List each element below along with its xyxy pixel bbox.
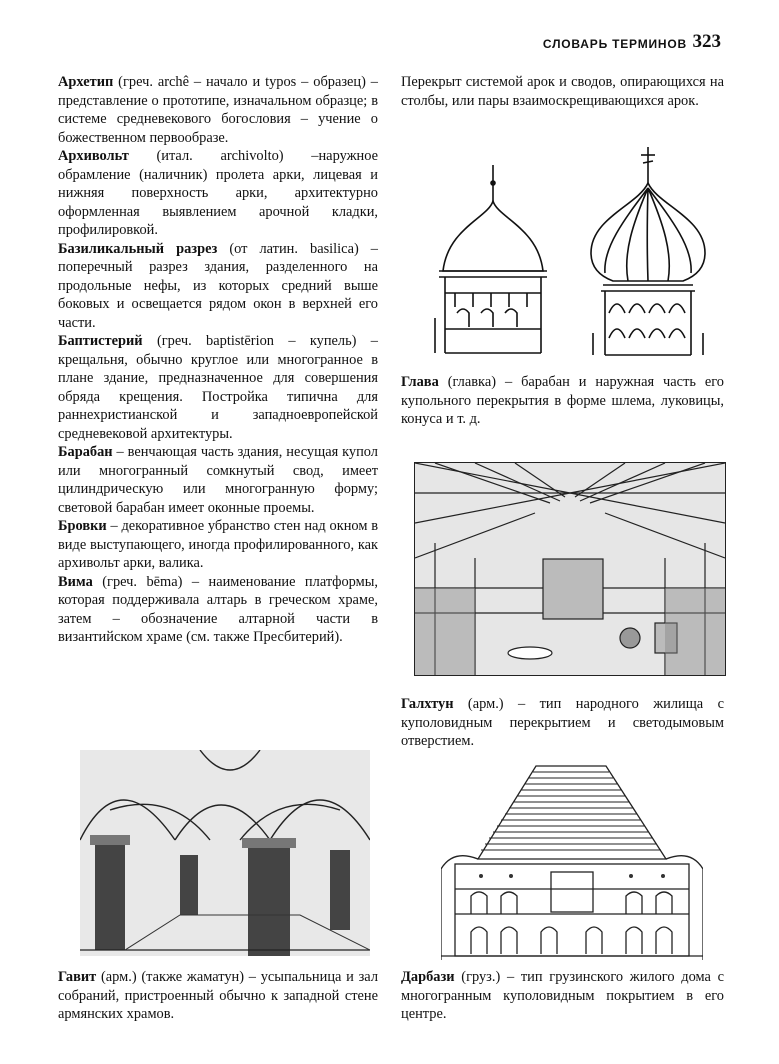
- term: Баптистерий: [58, 333, 143, 349]
- term: Барабан: [58, 444, 113, 460]
- entry-baptistery: [58, 332, 378, 443]
- caption-darbazi: [401, 968, 724, 1024]
- gavit-figure: [80, 750, 370, 956]
- left-column: [58, 73, 378, 647]
- definition: – венчающая часть здания, несущая купол или многогранный сомкнутый свод, имеет цилиндрическую или многогранную форму; световой барабан имеет оконные проемы.: [58, 444, 378, 516]
- caption-galhtun: [401, 695, 724, 751]
- helmet-dome-drawing: [433, 143, 725, 365]
- definition: (главка) – барабан и наружная часть его купольного перекрытия в форме шлема, луковицы, конуса и т. д.: [401, 374, 724, 427]
- definition: (арм.) – тип народного жилища с куполовидным перекрытием и светодымовым отверстием.: [401, 696, 724, 749]
- definition: (греч. bēma) – наименование платформы, которая поддерживала алтарь в греческом храме, затем – обозначение алтарной части в византийском храме (см. также Пресбитерий).: [58, 573, 378, 645]
- entry-archivolt: [58, 147, 378, 240]
- darbazi-figure: [441, 764, 703, 960]
- term: Глава: [401, 374, 439, 390]
- gavit-interior-drawing: [80, 750, 370, 956]
- term: Гавит: [58, 969, 97, 985]
- definition: (греч. archê – начало и typos – образец) – представление о прототипе, изначальном образце; в системе средневекового богословия – учение о божественном первообразе.: [58, 74, 378, 146]
- term: Бровки: [58, 518, 107, 534]
- term: Галхтун: [401, 696, 454, 712]
- glava-figure: [433, 143, 725, 365]
- term: Архивольт: [58, 148, 129, 164]
- definition: – декоративное убранство стен над окном в виде выступающего, иногда профилированного, как архивольт арки, валика.: [58, 518, 378, 571]
- definition: (от латин. basilica) – поперечный разрез здания, разделенного на продольные нефы, из которых средний выше боковых и освещается рядом окон в верхней его части.: [58, 240, 378, 331]
- right-column-text: [401, 73, 724, 110]
- entry-brovki: [58, 517, 378, 573]
- page-number: 323: [692, 31, 721, 52]
- caption-gavit: [58, 968, 378, 1024]
- entry-bema: [58, 573, 378, 647]
- definition: (груз.) – тип грузинского жилого дома с многогранным куполовидным покрытием в его центре.: [401, 969, 724, 1022]
- running-header: [0, 31, 779, 57]
- darbazi-section-drawing: [441, 764, 703, 960]
- entry-drum: [58, 443, 378, 517]
- galhtun-interior-drawing: [415, 463, 725, 675]
- term: Архетип: [58, 74, 114, 90]
- galhtun-figure: [414, 462, 726, 676]
- term: Дарбази: [401, 969, 455, 985]
- entry-archetype: [58, 73, 378, 147]
- term: Базиликальный разрез: [58, 240, 218, 257]
- definition: (арм.) (также жаматун) – усыпальница и зал собраний, пристроенный обычно к западной стене армянских храмов.: [58, 969, 378, 1022]
- caption-glava: [401, 373, 724, 429]
- definition: (греч. baptistērion – купель) – крещальня, обычно круглое или многогранное в плане здание, предназначенное для совершения обряда крещения. Постройка типична для раннехристианской и западноевропейской средневековой архитектуры.: [58, 333, 378, 442]
- term: Вима: [58, 573, 93, 590]
- running-title: СЛОВАРЬ ТЕРМИНОВ: [542, 37, 687, 51]
- definition: (итал. archivolto) –наружное обрамление (наличник) пролета арки, лицевая и нижняя поверхность арки, архитектурно оформленная выявлением арочной кладки, профилировкой.: [58, 148, 378, 238]
- continuation-text: Перекрыт системой арок и сводов, опирающихся на столбы, или пары взаимоскрещивающихся арок.: [401, 74, 724, 109]
- entry-basilica-section: [58, 240, 378, 333]
